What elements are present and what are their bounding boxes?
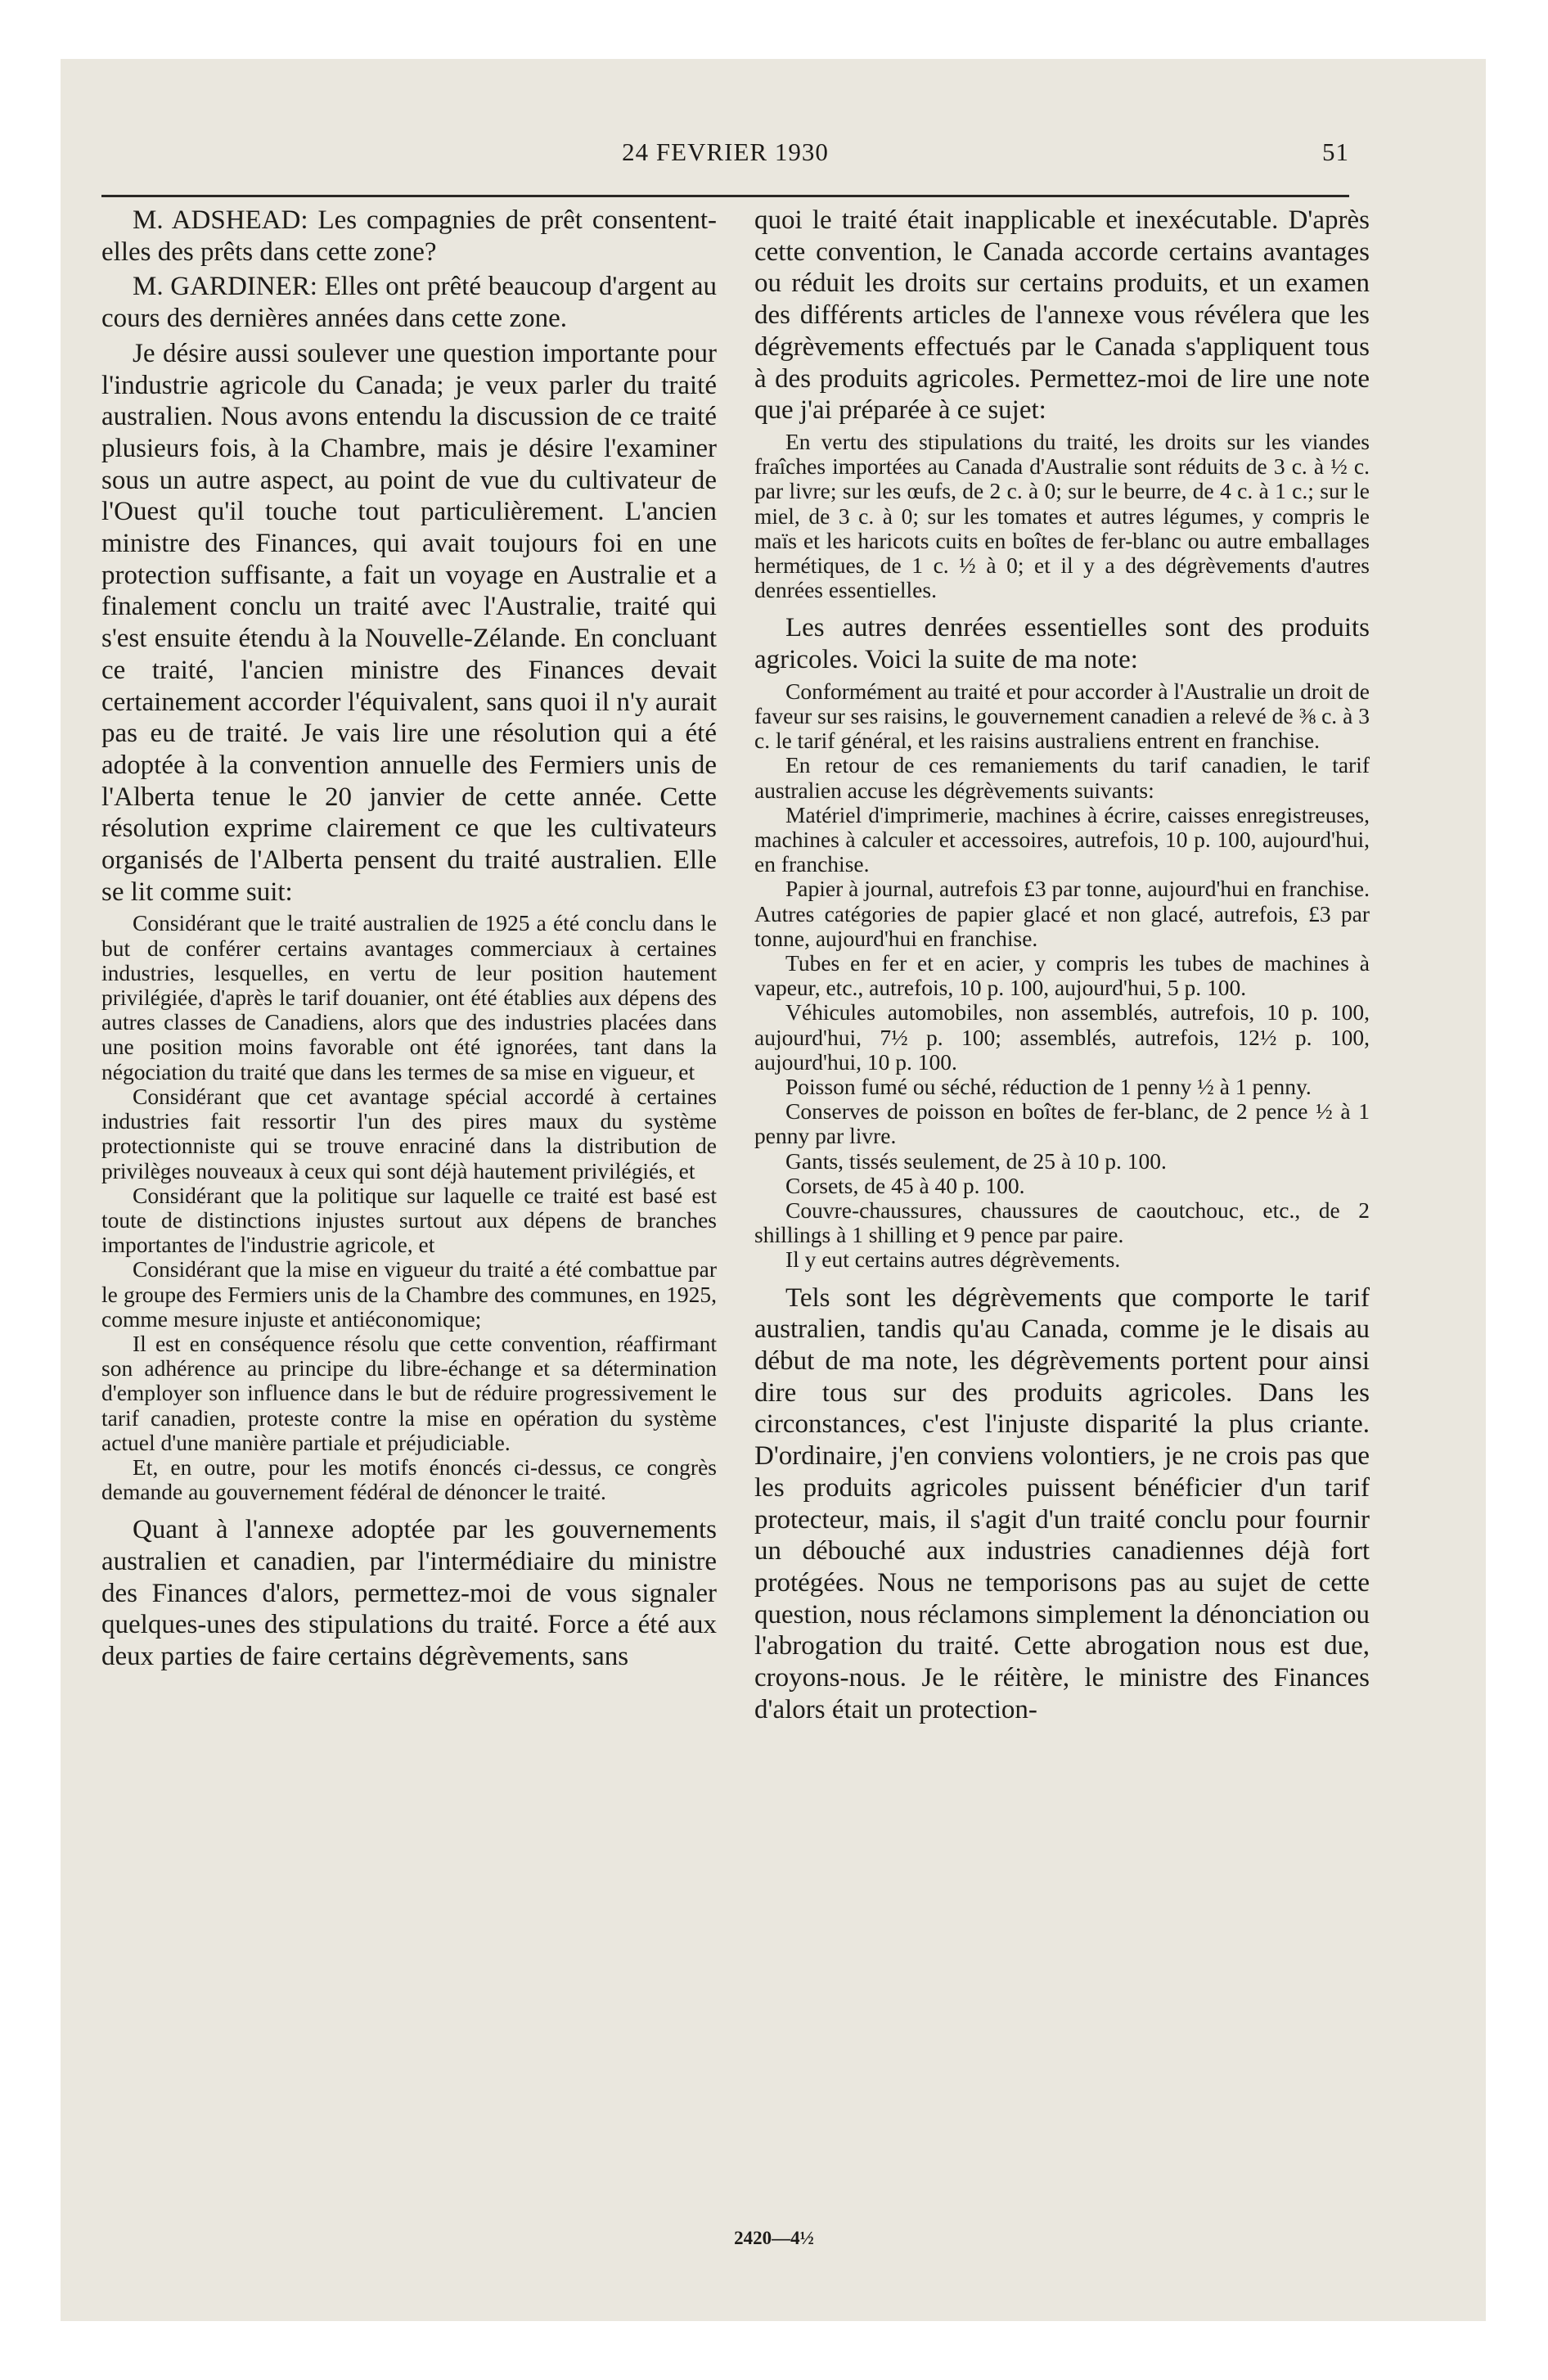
paragraph: Les autres denrées essentielles sont des produits agricoles. Voici la suite de ma note:	[754, 613, 1370, 675]
header-date: 24 FEVRIER 1930	[622, 137, 829, 166]
quoted-note-paragraph: Véhicules automobiles, non assemblés, autrefois, 10 p. 100, aujourd'hui, 7½ p. 100; assemblés, autrefois, 12½ p. 100, aujourd'hui, 10 p. 100.	[754, 999, 1370, 1075]
quoted-note-paragraph: Matériel d'imprimerie, machines à écrire, caisses enregistreuses, machines à calculer et accessoires, autrefois, 10 p. 100, aujourd'hui, en franchise.	[754, 801, 1370, 877]
quoted-note-paragraph: Corsets, de 45 à 40 p. 100.	[785, 1172, 1025, 1198]
quoted-note-paragraph: Papier à journal, autrefois £3 par tonne, aujourd'hui en franchise. Autres catégories de papier glacé et non glacé, autrefois, £3 par tonne, aujourd'hui en franchise.	[754, 876, 1370, 951]
page-number: 51	[1322, 137, 1349, 166]
quoted-resolution-paragraph: Et, en outre, pour les motifs énoncés ci-dessus, ce congrès demande au gouvernement fédéral de dénoncer le traité.	[101, 1454, 717, 1505]
paragraph: M. GARDINER: Elles ont prêté beaucoup d'argent au cours des dernières années dans cette zone.	[101, 272, 717, 334]
quoted-note-paragraph: Tubes en fer et en acier, y compris les tubes de machines à vapeur, etc., autrefois, 10 p. 100, aujourd'hui, 5 p. 100.	[754, 949, 1370, 1001]
quoted-note-paragraph: Il y eut certains autres dégrèvements.	[785, 1246, 1121, 1273]
quoted-resolution-paragraph: Considérant que le traité australien de 1925 a été conclu dans le but de conférer certains avantages commerciaux à certaines industries, lesquelles, en vertu de leur position hautement privilégiée, d'après le tarif douanier, ont été établies aux dépens des autres classes de Canadiens, alors que des industries placées dans une position moins favorable ont été ignorées, tant dans la négociation du traité que dans les termes de sa mise en vigueur, et	[101, 910, 717, 1084]
quoted-resolution-paragraph: Considérant que cet avantage spécial accordé à certaines industries fait ressortir l'un des pires maux du système protectionniste qui se trouve enraciné dans la distribution de privilèges nouveaux à ceux qui sont déjà hautement privilégiés, et	[101, 1083, 717, 1183]
header-rule	[101, 195, 1349, 197]
paragraph: M. ADSHEAD: Les compagnies de prêt consentent-elles des prêts dans cette zone?	[101, 205, 717, 267]
left-column	[101, 205, 717, 1673]
quoted-note-paragraph: En retour de ces remaniements du tarif canadien, le tarif australien accuse les dégrèvements suivants:	[754, 752, 1370, 803]
quoted-resolution-paragraph: Il est en conséquence résolu que cette convention, réaffirmant son adhérence au principe du libre-échange et sa détermination d'employer son influence dans le but de réduire progressivement le tarif canadien, proteste contre la mise en opération du système actuel d'une manière partiale et préjudiciable.	[101, 1330, 717, 1455]
signature-mark: 2420—4½	[734, 2228, 814, 2248]
quoted-note-paragraph: Poisson fumé ou séché, réduction de 1 penny ½ à 1 penny.	[785, 1074, 1312, 1099]
paragraph: Quant à l'annexe adoptée par les gouvernements australien et canadien, par l'intermédiaire du ministre des Finances d'alors, permettez-moi de vous signaler quelques-unes des stipulations du traité. Force a été aux deux parties de faire certains dégrèvements, sans	[101, 1515, 717, 1672]
quoted-note-paragraph: En vertu des stipulations du traité, les droits sur les viandes fraîches importées au Canada d'Australie sont réduits de 3 c. à ½ c. par livre; sur les œufs, de 2 c. à 0; sur le beurre, de 4 c. à 1 c.; sur le miel, de 3 c. à 0; sur les tomates et autres légumes, y compris le maïs et les haricots cuits en boîtes de fer-blanc ou autre emballages hermétiques, de 1 c. ½ à 0; et il y a des dégrèvements d'autres denrées essentielles.	[754, 428, 1370, 603]
quoted-note-paragraph: Conserves de poisson en boîtes de fer-blanc, de 2 pence ½ à 1 penny par livre.	[754, 1098, 1370, 1149]
paragraph: quoi le traité était inapplicable et inexécutable. D'après cette convention, le Canada accorde certains avantages ou réduit les droits sur certains produits, et un examen des différents articles de l'annexe vous révélera que les dégrèvements effectués par le Canada s'appliquent tous à des produits agricoles. Permettez-moi de lire une note que j'ai préparée à ce sujet:	[754, 205, 1370, 426]
paragraph: Je désire aussi soulever une question importante pour l'industrie agricole du Canada; je veux parler du traité australien. Nous avons entendu la discussion de ce traité plusieurs fois, à la Chambre, mais je désire l'examiner sous un autre aspect, au point de vue du cultivateur de l'Ouest qu'il touche tout particulièrement. L'ancien ministre des Finances, qui avait toujours foi en une protection suffisante, a fait un voyage en Australie et a finalement conclu un traité avec l'Australie, traité qui s'est ensuite étendu à la Nouvelle-Zélande. En concluant ce traité, l'ancien ministre des Finances devait certainement accorder l'équivalent, sans quoi il n'y aurait pas eu de traité. Je vais lire une résolution qui a été adoptée à la convention annuelle des Fermiers unis de l'Alberta tenue le 20 janvier de cette année. Cette résolution exprime clairement ce que les cultivateurs organisés de l'Alberta pensent du traité australien. Elle se lit comme suit:	[101, 338, 717, 907]
quoted-note-paragraph: Gants, tissés seulement, de 25 à 10 p. 100.	[785, 1147, 1167, 1174]
quoted-note-paragraph: Couvre-chaussures, chaussures de caoutchouc, etc., de 2 shillings à 1 shilling et 9 pence par paire.	[754, 1197, 1370, 1248]
paragraph: Tels sont les dégrèvements que comporte le tarif australien, tandis qu'au Canada, comme je le disais au début de ma note, les dégrèvements portent pour ainsi dire tous sur des produits agricoles. Dans les circonstances, c'est l'injuste disparité la plus criante. D'ordinaire, j'en conviens volontiers, je ne crois pas que les produits agricoles puissent bénéficier d'un tarif protecteur, mais, il s'agit d'un traité conclu pour fournir un débouché aux industries canadiennes déjà fort protégées. Nous ne temporisons pas au sujet de cette question, nous réclamons simplement la dénonciation ou l'abrogation du traité. Cette abrogation nous est due, croyons-nous. Je le réitère, le ministre des Finances d'alors était un protection-	[754, 1282, 1370, 1724]
quoted-resolution-paragraph: Considérant que la mise en vigueur du traité a été combattue par le groupe des Fermiers unis de la Chambre des communes, en 1925, comme mesure injuste et antiéconomique;	[101, 1256, 717, 1332]
quoted-resolution-paragraph: Considérant que la politique sur laquelle ce traité est basé est toute de distinctions injustes surtout aux dépens de branches importantes de l'industrie agricole, et	[101, 1182, 717, 1258]
quoted-note-paragraph: Conformément au traité et pour accorder à l'Australie un droit de faveur sur ses raisins, le gouvernement canadien a relevé de ⅜ c. à 3 c. le tarif général, et les raisins australiens entrent en franchise.	[754, 678, 1370, 754]
right-column	[754, 205, 1370, 1725]
page-header	[101, 137, 1349, 174]
